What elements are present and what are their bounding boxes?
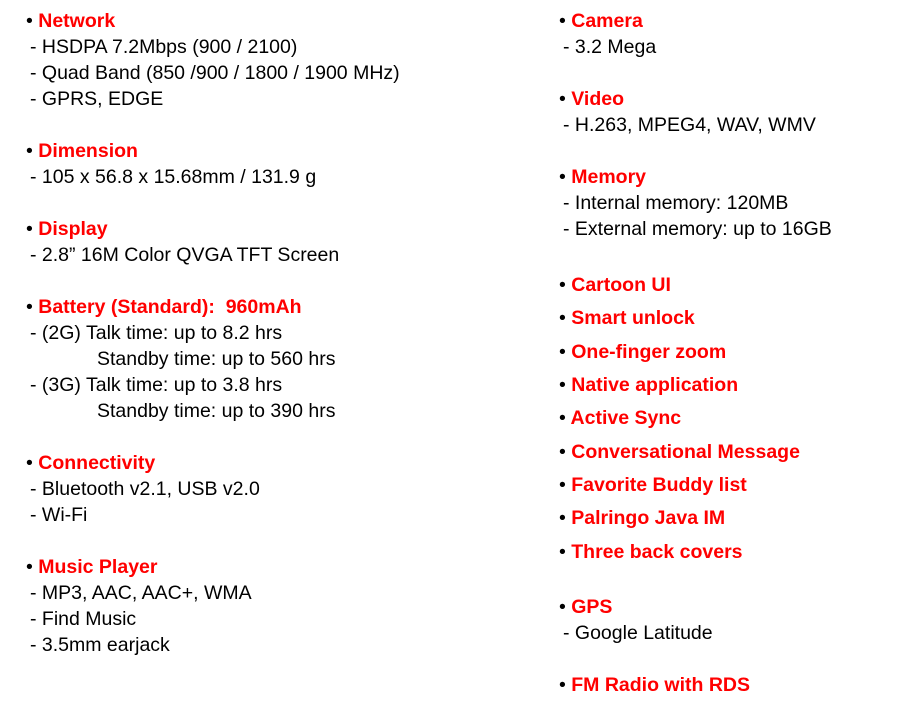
heading-text: GPS bbox=[571, 596, 613, 618]
feature-text: Palringo Java IM bbox=[571, 507, 726, 529]
battery-heading bbox=[26, 294, 302, 320]
feature-item bbox=[559, 539, 743, 565]
bullet: • bbox=[26, 218, 33, 240]
feature-text: Active Sync bbox=[570, 407, 682, 429]
bullet: • bbox=[559, 10, 566, 32]
dimension-item: - 105 x 56.8 x 15.68mm / 131.9 g bbox=[30, 166, 317, 188]
heading-text: Display bbox=[38, 218, 108, 240]
bullet: • bbox=[26, 452, 33, 474]
feature-text: Cartoon UI bbox=[571, 274, 671, 296]
memory-item: - External memory: up to 16GB bbox=[563, 218, 832, 240]
heading-text: Music Player bbox=[38, 556, 158, 578]
memory-heading bbox=[559, 164, 646, 190]
feature-text: Conversational Message bbox=[571, 441, 800, 463]
bullet: • bbox=[559, 441, 566, 463]
bullet: • bbox=[26, 10, 33, 32]
feature-item bbox=[559, 505, 725, 531]
feature-item bbox=[559, 339, 726, 365]
feature-item bbox=[559, 439, 800, 465]
memory-item: - Internal memory: 120MB bbox=[563, 192, 789, 214]
bullet: • bbox=[559, 307, 566, 329]
network-item: - GPRS, EDGE bbox=[30, 88, 164, 110]
display-item: - 2.8” 16M Color QVGA TFT Screen bbox=[30, 244, 340, 266]
gps-heading bbox=[559, 594, 612, 620]
heading-text: Camera bbox=[571, 10, 643, 32]
bullet: • bbox=[26, 296, 33, 318]
heading-text: Memory bbox=[571, 166, 647, 188]
bullet: • bbox=[26, 556, 33, 578]
bullet: • bbox=[559, 541, 566, 563]
bullet: • bbox=[559, 374, 566, 396]
network-item: - Quad Band (850 /900 / 1800 / 1900 MHz) bbox=[30, 62, 400, 84]
battery-item: - (3G) Talk time: up to 3.8 hrs bbox=[30, 374, 283, 396]
bullet: • bbox=[559, 341, 566, 363]
heading-text: Video bbox=[571, 88, 624, 110]
feature-text: Favorite Buddy list bbox=[571, 474, 747, 496]
feature-item bbox=[559, 305, 695, 331]
camera-heading bbox=[559, 8, 643, 34]
fm-radio-heading bbox=[559, 672, 750, 698]
battery-item: Standby time: up to 560 hrs bbox=[97, 348, 336, 370]
music-item: - 3.5mm earjack bbox=[30, 634, 170, 656]
feature-text: Three back covers bbox=[571, 541, 743, 563]
network-item: - HSDPA 7.2Mbps (900 / 2100) bbox=[30, 36, 298, 58]
connectivity-heading bbox=[26, 450, 155, 476]
heading-text: Battery (Standard): 960mAh bbox=[38, 296, 302, 318]
bullet: • bbox=[559, 474, 566, 496]
bullet: • bbox=[559, 166, 566, 188]
video-heading bbox=[559, 86, 624, 112]
music-item: - Find Music bbox=[30, 608, 137, 630]
heading-text: Connectivity bbox=[38, 452, 156, 474]
bullet: • bbox=[559, 88, 566, 110]
feature-text: Smart unlock bbox=[571, 307, 695, 329]
bullet: • bbox=[559, 274, 566, 296]
connectivity-item: - Bluetooth v2.1, USB v2.0 bbox=[30, 478, 260, 500]
bullet: • bbox=[559, 596, 566, 618]
battery-item: - (2G) Talk time: up to 8.2 hrs bbox=[30, 322, 283, 344]
feature-item bbox=[559, 372, 738, 398]
heading-text: Dimension bbox=[38, 140, 138, 162]
bullet: • bbox=[559, 674, 566, 696]
gps-item: - Google Latitude bbox=[563, 622, 713, 644]
video-item: - H.263, MPEG4, WAV, WMV bbox=[563, 114, 816, 136]
music-item: - MP3, AAC, AAC+, WMA bbox=[30, 582, 252, 604]
dimension-heading bbox=[26, 138, 138, 164]
heading-text: FM Radio with RDS bbox=[571, 674, 750, 696]
feature-item bbox=[559, 405, 681, 431]
music-heading bbox=[26, 554, 157, 580]
display-heading bbox=[26, 216, 108, 242]
feature-item bbox=[559, 472, 747, 498]
feature-text: Native application bbox=[571, 374, 739, 396]
feature-text: One-finger zoom bbox=[571, 341, 727, 363]
battery-item: Standby time: up to 390 hrs bbox=[97, 400, 336, 422]
bullet: • bbox=[26, 140, 33, 162]
heading-text: Network bbox=[38, 10, 116, 32]
camera-item: - 3.2 Mega bbox=[563, 36, 657, 58]
bullet: • bbox=[559, 407, 566, 429]
bullet: • bbox=[559, 507, 566, 529]
connectivity-item: - Wi-Fi bbox=[30, 504, 88, 526]
feature-item bbox=[559, 272, 671, 298]
network-heading bbox=[26, 8, 115, 34]
